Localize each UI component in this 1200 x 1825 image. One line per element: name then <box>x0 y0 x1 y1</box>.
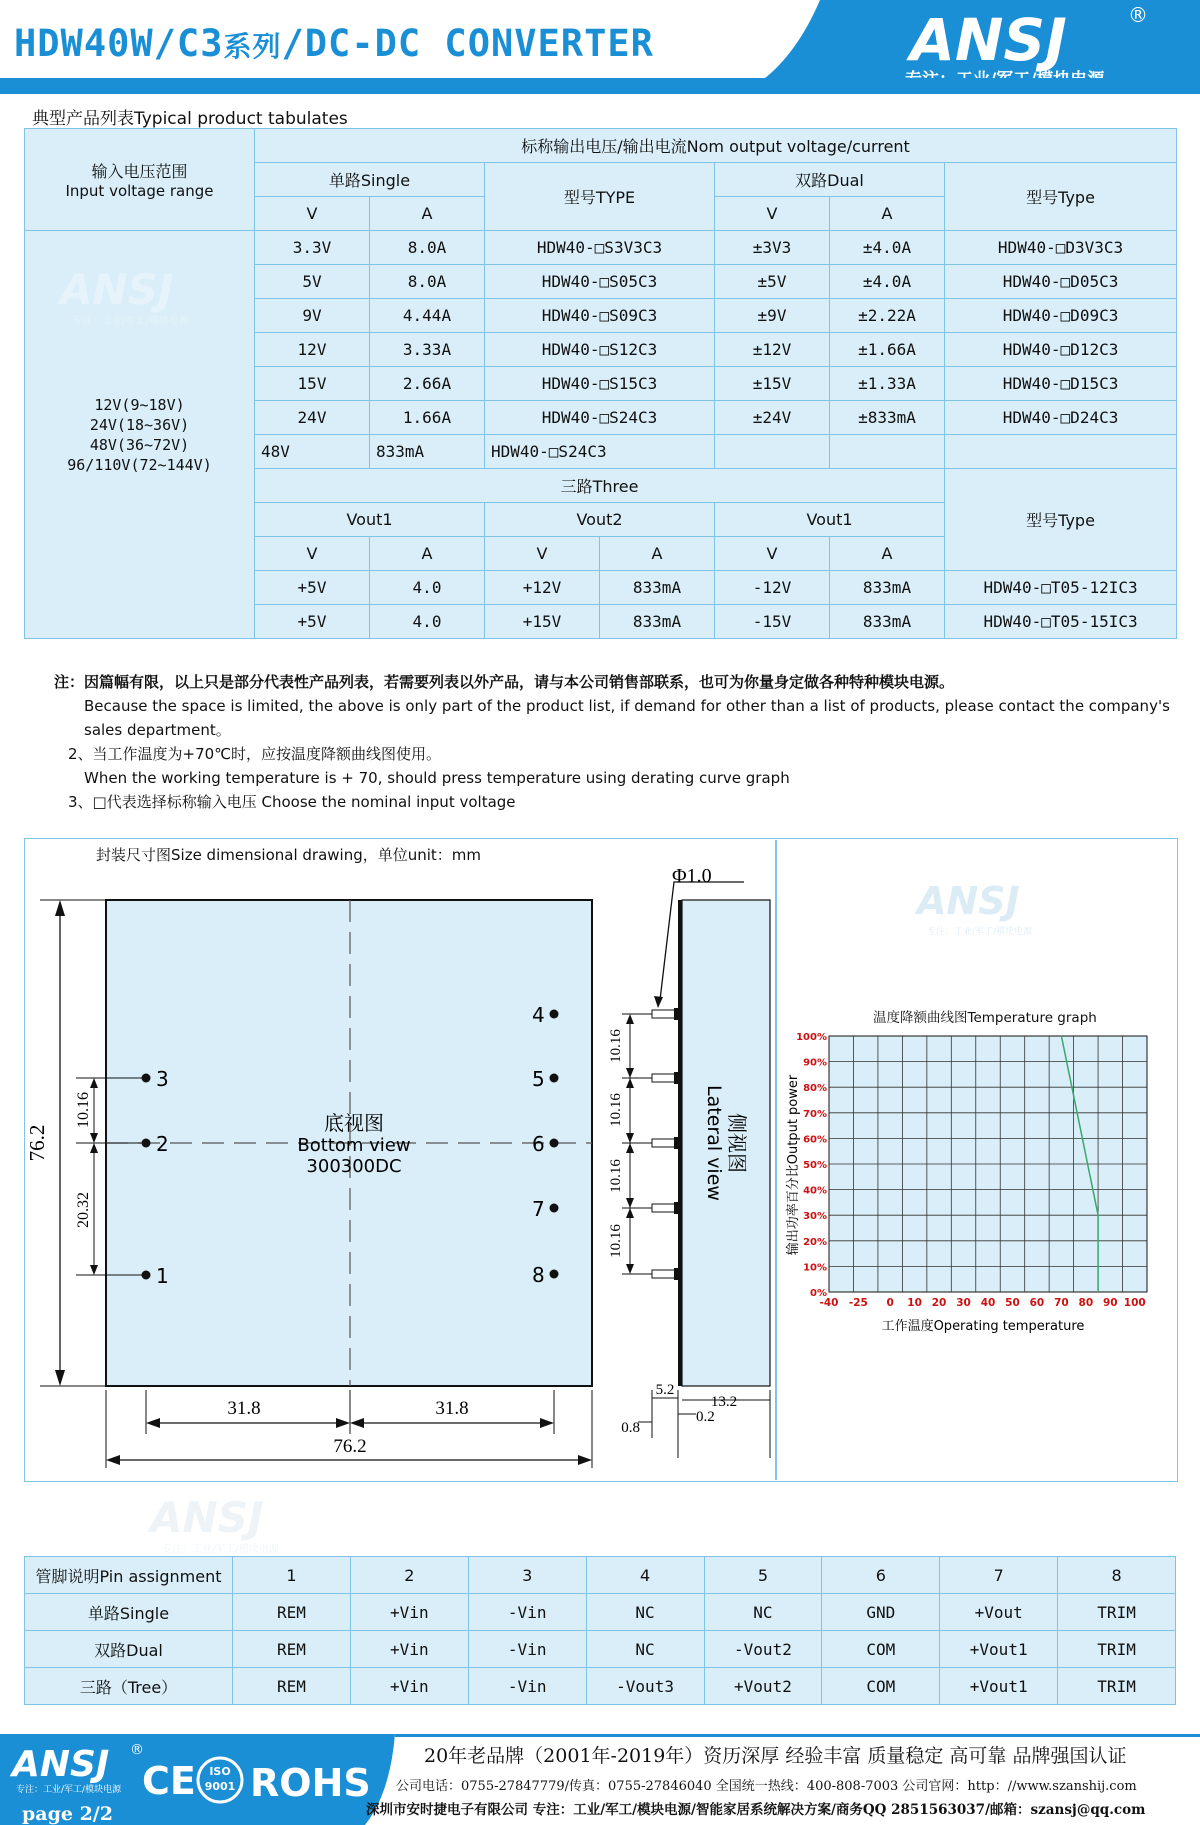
single-type: HDW40-□S09C3 <box>485 299 715 333</box>
col-a: A <box>370 197 485 231</box>
three-v2: +15V <box>485 605 600 639</box>
pin-num: 7 <box>940 1557 1058 1594</box>
watermark-logo-2-text: ANSJ <box>150 1493 264 1542</box>
y-tick-label: 90% <box>803 1057 827 1069</box>
three-type: HDW40-□T05-15IC3 <box>945 605 1177 639</box>
x-tick-label: 90 <box>1102 1297 1118 1309</box>
y-tick-label: 0% <box>810 1288 827 1299</box>
lateral-view-cn: 侧视图 <box>725 1113 749 1173</box>
x-ticks <box>820 1297 1146 1309</box>
col-a: A <box>830 197 945 231</box>
type-header: 型号TYPE <box>485 163 715 231</box>
pin-dot <box>550 1139 559 1148</box>
y-tick-label: 80% <box>803 1083 827 1095</box>
pin-num: 5 <box>704 1557 822 1594</box>
dim-52: 5.2 <box>655 1382 675 1398</box>
table-row <box>25 1668 1176 1705</box>
single-header: 单路Single <box>255 163 485 197</box>
input-range-item: 96/110V(72~144V) <box>67 455 212 474</box>
pin-dot <box>142 1139 151 1148</box>
watermark-logo <box>50 262 240 332</box>
single-type: HDW40-□S12C3 <box>485 333 715 367</box>
table-row <box>25 1631 1176 1668</box>
pin-dot <box>550 1204 559 1213</box>
table-row <box>25 1594 1176 1631</box>
dual-type: HDW40-□D24C3 <box>945 401 1177 435</box>
dual-type: HDW40-□D12C3 <box>945 333 1177 367</box>
pin-dot <box>550 1074 559 1083</box>
three-v3: -15V <box>715 605 830 639</box>
footer-contact: 公司电话：0755-27847779/传真：0755-27846040 全国统一热线：400-808-7003 公司官网：http：//www.szanshij.com <box>396 1779 1137 1794</box>
three-header: 三路Three <box>255 469 945 503</box>
dim-132: 13.2 <box>710 1394 738 1410</box>
y-tick-label: 40% <box>803 1185 827 1197</box>
pin-cell: COM <box>822 1668 940 1705</box>
pin-cell: +Vin <box>350 1594 468 1631</box>
pin-num: 4 <box>586 1557 704 1594</box>
y-tick-label: 60% <box>803 1134 827 1146</box>
chart-watermark-sub: 专注：工业/军工/模块电源 <box>927 927 1033 937</box>
single-a: 1.66A <box>370 401 485 435</box>
pin-spacing-3: 10.16 <box>608 1159 624 1193</box>
dual-a: ±833mA <box>830 401 945 435</box>
dual-a: ±1.33A <box>830 367 945 401</box>
pin-dot <box>142 1271 151 1280</box>
three-a1: 4.0 <box>370 605 485 639</box>
col-v: V <box>255 537 370 571</box>
drawing-title: 封装尺寸图Size dimensional drawing，单位unit：mm <box>96 846 482 864</box>
lateral-view-en: Lateral view <box>703 1085 725 1201</box>
watermark-logo-2 <box>140 1490 340 1560</box>
footer-logo-reg: ® <box>130 1742 144 1758</box>
pin-spacing-4: 10.16 <box>608 1224 624 1258</box>
pin-label: 5 <box>532 1067 545 1091</box>
dual-a: ±1.66A <box>830 333 945 367</box>
product-table <box>24 128 1177 639</box>
pin-num: 3 <box>468 1557 586 1594</box>
header-bar <box>0 78 1200 94</box>
pin-table <box>24 1556 1176 1705</box>
pin-cell: +Vout1 <box>940 1631 1058 1668</box>
pin-cell: +Vout2 <box>704 1668 822 1705</box>
pin-cell: TRIM <box>1058 1594 1176 1631</box>
x-tick-label: -40 <box>819 1297 839 1309</box>
footer-logo: ANSJ <box>12 1744 110 1785</box>
three-v1: +5V <box>255 605 370 639</box>
pin-cell: +Vin <box>350 1668 468 1705</box>
pin-spacing-2: 10.16 <box>608 1093 624 1127</box>
pin-cell: REM <box>233 1631 351 1668</box>
pin-cell: -Vin <box>468 1594 586 1631</box>
single-a: 2.66A <box>370 367 485 401</box>
chart-watermark <box>914 879 1033 937</box>
type-header-three: 型号Type <box>945 469 1177 571</box>
col-a: A <box>370 537 485 571</box>
input-range-item: 12V(9~18V) <box>94 395 185 414</box>
table-row <box>25 231 1177 265</box>
bottom-view-cn: 底视图 <box>324 1111 384 1135</box>
pin-label: 4 <box>532 1003 545 1027</box>
vout1-header: Vout1 <box>255 503 485 537</box>
single-type: HDW40-□S24C3 <box>485 435 715 469</box>
chart-title: 温度降额曲线图Temperature graph <box>873 1010 1097 1026</box>
section-title: 典型产品列表Typical product tabulates <box>32 109 348 129</box>
dim-width: 76.2 <box>333 1436 367 1457</box>
chart-watermark-text: ANSJ <box>917 879 1020 923</box>
footer-company: 深圳市安时捷电子有限公司 专注：工业/军工/模块电源/智能家居系统解决方案/商务QQ 2851563037/邮箱：szansj@qq.com <box>366 1802 1146 1818</box>
single-a: 4.44A <box>370 299 485 333</box>
note-3: 3、□代表选择标称输入电压 Choose the nominal input voltage <box>68 793 516 811</box>
dimension-drawing <box>24 838 776 1480</box>
pin-num: 2 <box>350 1557 468 1594</box>
dim-318-b: 31.8 <box>435 1398 469 1419</box>
dual-a: ±2.22A <box>830 299 945 333</box>
chart-ylabel: 输出功率百分比Output power <box>786 1074 801 1256</box>
single-v: 3.3V <box>255 231 370 265</box>
input-range-header: 输入电压范围 Input voltage range <box>25 129 255 231</box>
col-v: V <box>485 537 600 571</box>
notes <box>54 670 1174 814</box>
three-a2: 833mA <box>600 571 715 605</box>
derating-chart <box>777 840 1175 1478</box>
pin-spacing-1: 10.16 <box>608 1029 624 1063</box>
note-1-en: Because the space is limited, the above is only part of the product list, if demand for other than a list of products, please contact the company's sales department。 <box>84 697 1170 739</box>
single-a: 3.33A <box>370 333 485 367</box>
single-v: 12V <box>255 333 370 367</box>
x-tick-label: 40 <box>980 1297 996 1309</box>
single-type: HDW40-□S05C3 <box>485 265 715 299</box>
y-tick-label: 100% <box>796 1032 827 1043</box>
dual-header: 双路Dual <box>715 163 945 197</box>
iso-top: ISO <box>209 1765 231 1778</box>
x-tick-label: 80 <box>1078 1297 1094 1309</box>
iso-num: 9001 <box>204 1780 236 1793</box>
dual-v: ±3V3 <box>715 231 830 265</box>
pin-label: 6 <box>532 1132 545 1156</box>
dual-type <box>945 435 1177 469</box>
pin-row-label: 双路Dual <box>25 1631 233 1668</box>
three-a1: 4.0 <box>370 571 485 605</box>
header-logo: ANSJ <box>910 6 1067 74</box>
pin-label: 1 <box>156 1264 169 1288</box>
pin-cell: -Vin <box>468 1668 586 1705</box>
single-v: 5V <box>255 265 370 299</box>
dual-type: HDW40-□D3V3C3 <box>945 231 1177 265</box>
dim-08: 0.8 <box>621 1420 640 1436</box>
y-tick-label: 30% <box>803 1211 827 1223</box>
single-a: 8.0A <box>370 231 485 265</box>
pin-row-label: 单路Single <box>25 1594 233 1631</box>
single-a: 833mA <box>370 435 485 469</box>
single-type: HDW40-□S3V3C3 <box>485 231 715 265</box>
page-number: page 2/2 <box>22 1803 113 1825</box>
note-1-cn: 注：因篇幅有限，以上只是部分代表性产品列表，若需要列表以外产品，请与本公司销售部联系，也可为你量身定做各种特种模块电源。 <box>54 673 955 691</box>
dual-v: ±12V <box>715 333 830 367</box>
pin-dot <box>550 1270 559 1279</box>
single-type: HDW40-□S15C3 <box>485 367 715 401</box>
footer-graphics <box>0 1734 1200 1825</box>
rohs-mark: ROHS <box>250 1761 371 1805</box>
watermark-logo-sub: 专注：工业/军工/模块电源 <box>72 316 189 327</box>
input-range-item: 48V(36~72V) <box>89 435 190 454</box>
nom-output-header: 标称输出电压/输出电流Nom output voltage/current <box>255 129 1177 163</box>
x-tick-label: 100 <box>1123 1297 1146 1309</box>
pin-cell: NC <box>704 1594 822 1631</box>
pin-dot <box>142 1074 151 1083</box>
pin-label: 2 <box>156 1132 169 1156</box>
footer-logo-sub: 专注：工业/军工/模块电源 <box>16 1785 122 1795</box>
pin-label: 3 <box>156 1067 169 1091</box>
pin-cell: -Vout3 <box>586 1668 704 1705</box>
pin-cell: +Vin <box>350 1631 468 1668</box>
watermark-logo-2-sub: 专注：工业/军工/模块电源 <box>162 1544 279 1555</box>
pin-row-label: 三路（Tree） <box>25 1668 233 1705</box>
y-tick-label: 50% <box>803 1160 827 1171</box>
pin-label: 7 <box>532 1197 545 1221</box>
bottom-view-en: Bottom view <box>297 1135 411 1156</box>
dim-1016: 10.16 <box>75 1092 92 1128</box>
pin-cell: REM <box>233 1594 351 1631</box>
dim-2032: 20.32 <box>75 1192 92 1228</box>
pin-cell: NC <box>586 1631 704 1668</box>
single-v: 15V <box>255 367 370 401</box>
header-logo-reg: ® <box>1128 3 1148 27</box>
dual-type: HDW40-□D09C3 <box>945 299 1177 333</box>
x-tick-label: 20 <box>931 1297 947 1309</box>
three-v3: -12V <box>715 571 830 605</box>
x-tick-label: 10 <box>907 1297 922 1309</box>
pin-num: 8 <box>1058 1557 1176 1594</box>
three-a2: 833mA <box>600 605 715 639</box>
pin-cell: +Vout1 <box>940 1668 1058 1705</box>
vout3-header: Vout1 <box>715 503 945 537</box>
type-header-dual: 型号Type <box>945 163 1177 231</box>
x-tick-label: 50 <box>1005 1297 1020 1309</box>
watermark-logo-text: ANSJ <box>60 265 174 314</box>
x-tick-label: -25 <box>848 1297 868 1309</box>
dim-318-a: 31.8 <box>227 1398 261 1419</box>
single-v: 48V <box>255 435 370 469</box>
dual-v: ±9V <box>715 299 830 333</box>
x-tick-label: 30 <box>956 1297 971 1309</box>
y-tick-label: 70% <box>803 1108 827 1120</box>
dual-v: ±24V <box>715 401 830 435</box>
pin-cell: -Vout2 <box>704 1631 822 1668</box>
dual-type: HDW40-□D15C3 <box>945 367 1177 401</box>
input-range-item: 24V(18~36V) <box>89 415 190 434</box>
chart-xlabel: 工作温度Operating temperature <box>881 1319 1085 1334</box>
x-tick-label: 70 <box>1054 1297 1069 1309</box>
ce-mark: CE <box>142 1759 196 1803</box>
three-a3: 833mA <box>830 571 945 605</box>
col-a: A <box>600 537 715 571</box>
col-v: V <box>255 197 370 231</box>
dual-type: HDW40-□D05C3 <box>945 265 1177 299</box>
col-a: A <box>830 537 945 571</box>
model-label: 300300DC <box>306 1156 402 1177</box>
pin-cell: GND <box>822 1594 940 1631</box>
pin-label: 8 <box>532 1263 545 1287</box>
dual-v: ±5V <box>715 265 830 299</box>
pin-cell: -Vin <box>468 1631 586 1668</box>
three-v1: +5V <box>255 571 370 605</box>
single-v: 9V <box>255 299 370 333</box>
pin-num: 1 <box>233 1557 351 1594</box>
page-title: HDW40W/C3系列/DC-DC CONVERTER <box>14 22 654 65</box>
y-tick-label: 10% <box>803 1262 827 1274</box>
single-type: HDW40-□S24C3 <box>485 401 715 435</box>
pin-cell: NC <box>586 1594 704 1631</box>
x-tick-label: 60 <box>1029 1297 1045 1309</box>
dual-a: ±4.0A <box>830 231 945 265</box>
three-v2: +12V <box>485 571 600 605</box>
dual-a <box>830 435 945 469</box>
dim-height: 76.2 <box>25 1124 49 1162</box>
col-v: V <box>715 197 830 231</box>
pin-cell: TRIM <box>1058 1668 1176 1705</box>
single-v: 24V <box>255 401 370 435</box>
pin-cell: +Vout <box>940 1594 1058 1631</box>
three-type: HDW40-□T05-12IC3 <box>945 571 1177 605</box>
dual-v: ±15V <box>715 367 830 401</box>
note-2-cn: 2、当工作温度为+70℃时，应按温度降额曲线图使用。 <box>68 745 442 763</box>
dim-02: 0.2 <box>696 1409 715 1425</box>
dual-v <box>715 435 830 469</box>
pin-cell: REM <box>233 1668 351 1705</box>
footer-slogan: 20年老品牌（2001年-2019年）资历深厚 经验丰富 质量稳定 高可靠 品牌强国认证 <box>424 1745 1127 1767</box>
pin-dot <box>550 1010 559 1019</box>
y-tick-label: 20% <box>803 1236 827 1248</box>
note-2-en: When the working temperature is + 70, should press temperature using derating curve graph <box>84 769 790 787</box>
x-tick-label: 0 <box>886 1297 894 1309</box>
dual-a: ±4.0A <box>830 265 945 299</box>
pin-diameter: Φ1.0 <box>672 865 712 887</box>
pin-num: 6 <box>822 1557 940 1594</box>
pin-cell: COM <box>822 1631 940 1668</box>
three-a3: 833mA <box>830 605 945 639</box>
single-a: 8.0A <box>370 265 485 299</box>
pin-header: 管脚说明Pin assignment <box>25 1557 233 1594</box>
pin-cell: TRIM <box>1058 1631 1176 1668</box>
col-v: V <box>715 537 830 571</box>
vout2-header: Vout2 <box>485 503 715 537</box>
